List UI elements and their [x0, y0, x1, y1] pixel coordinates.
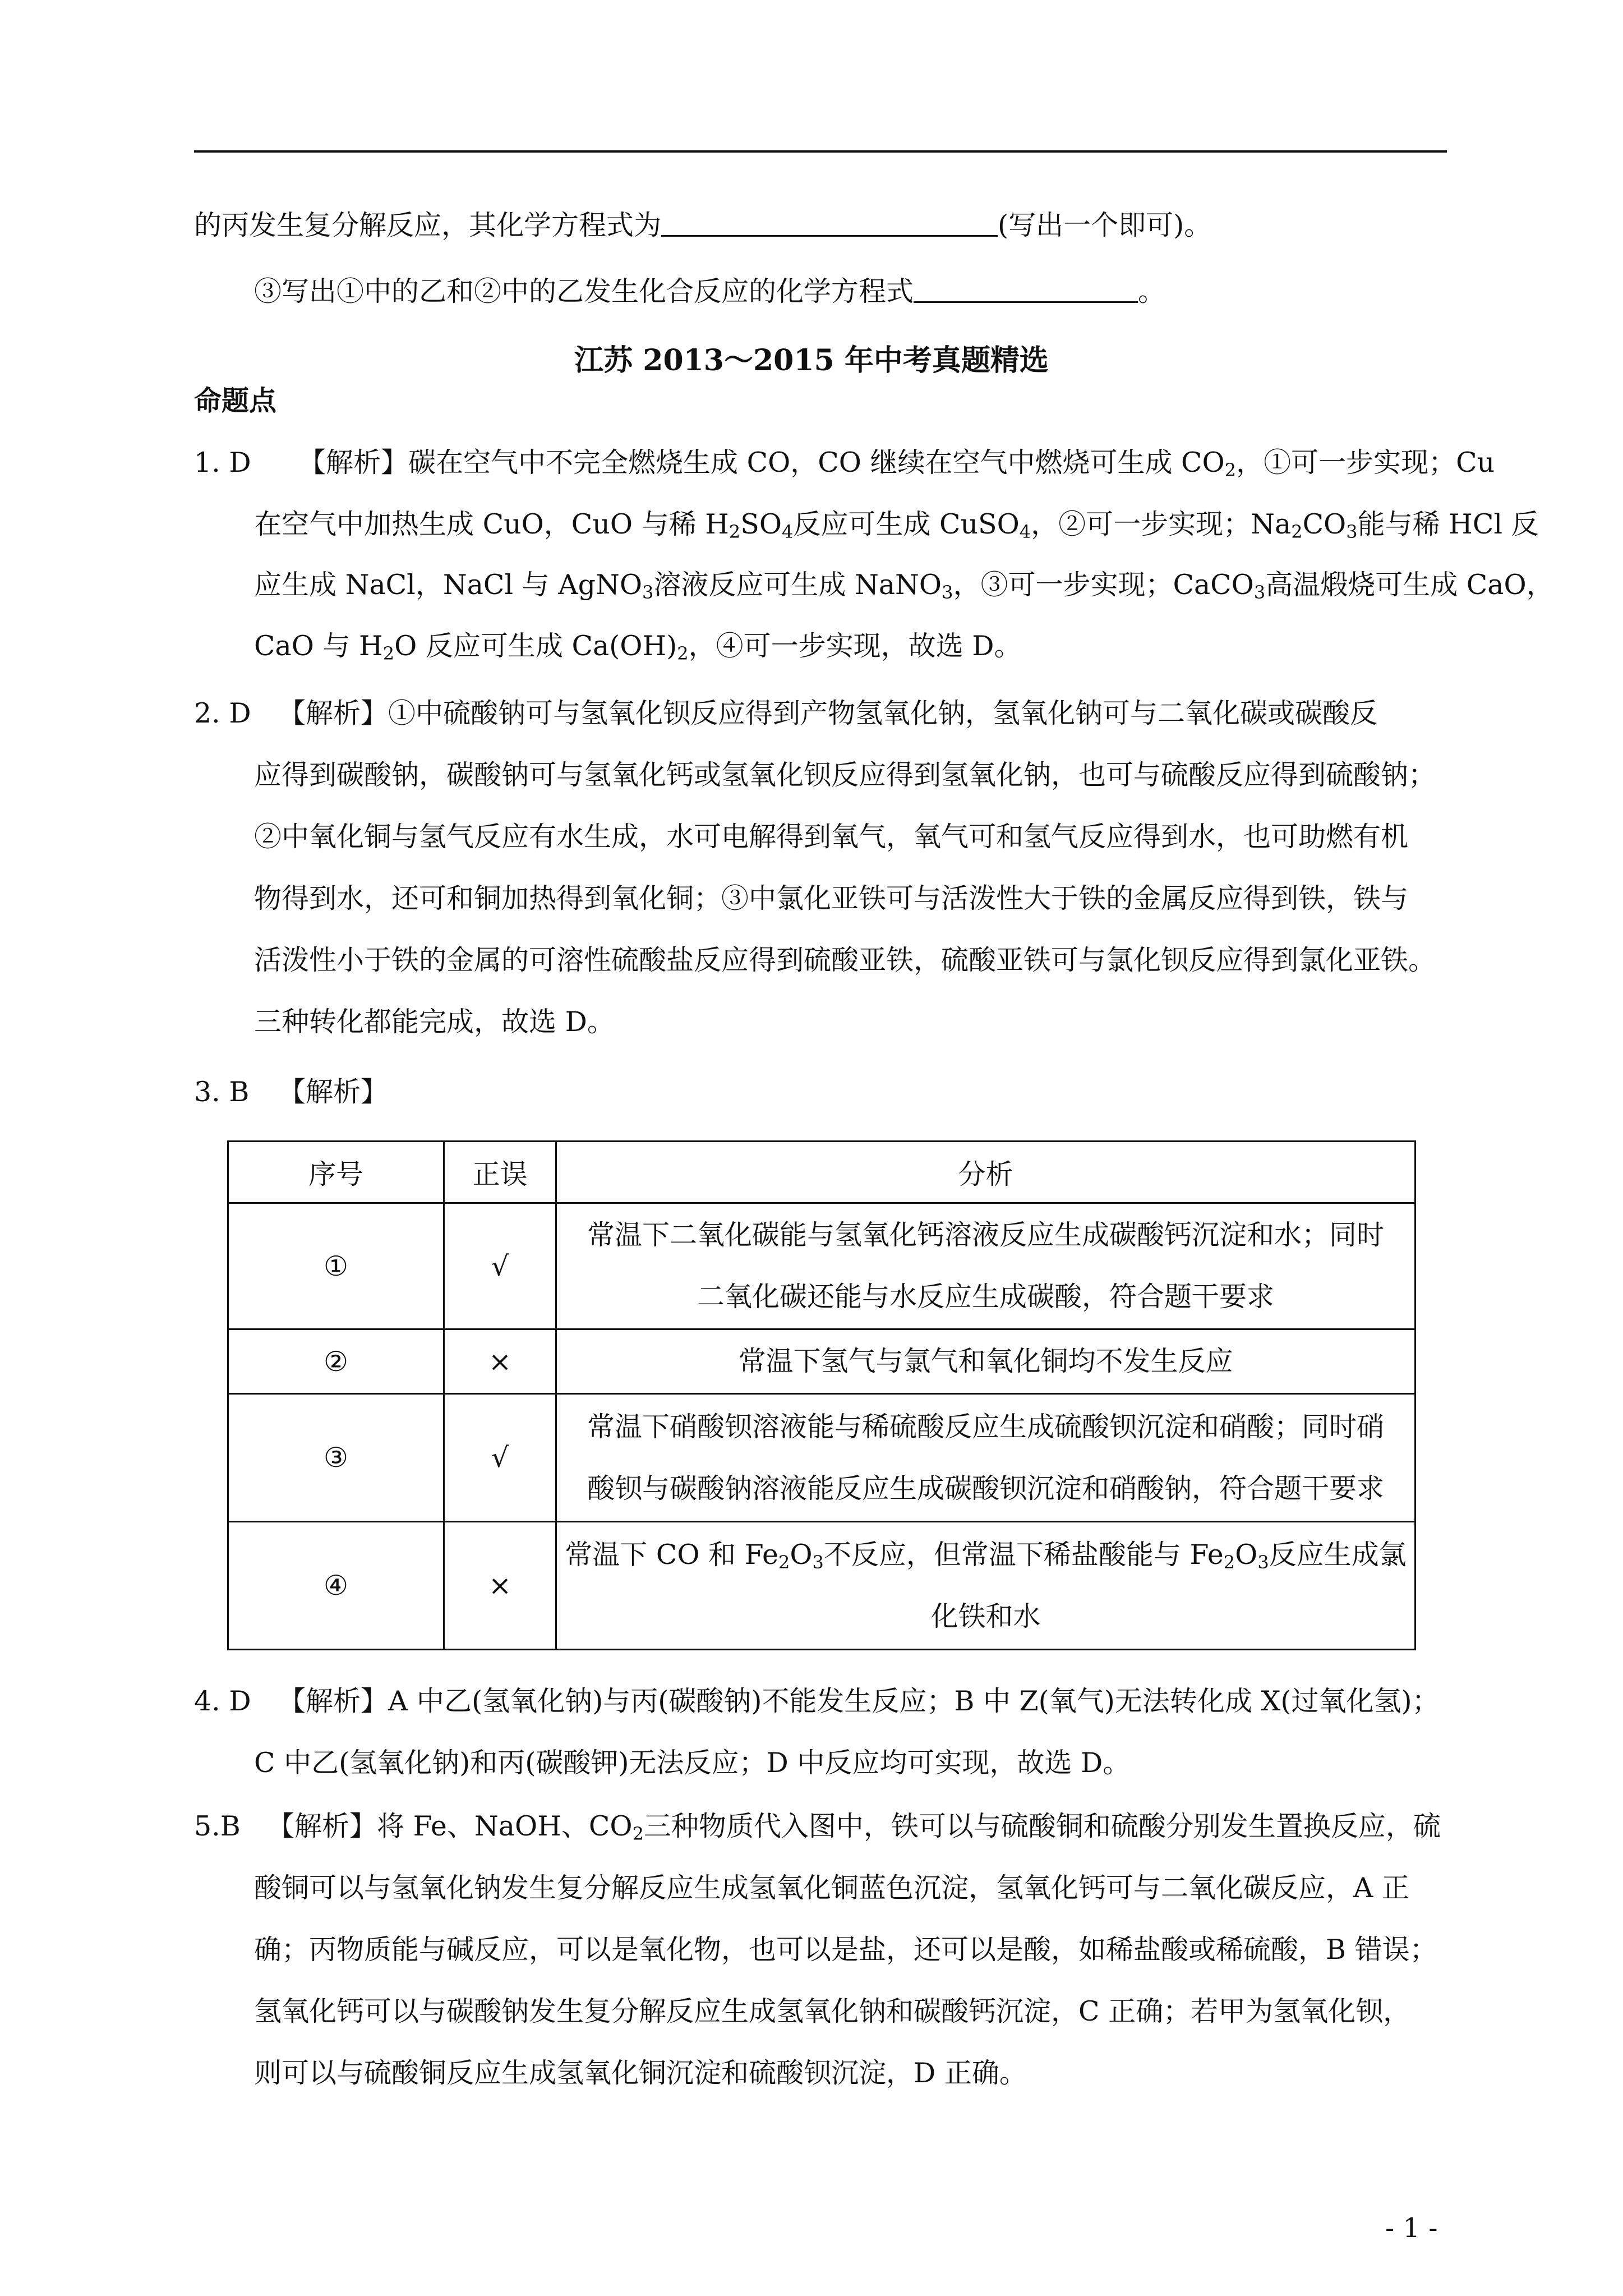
q1-text: O 反应可生成 Ca(OH) — [394, 630, 677, 662]
q2-line-3: ②中氧化铜与氢气反应有水生成，水可电解得到氧气，氧气可和氢气反应得到水，也可助燃有机 — [254, 821, 1409, 853]
subscript: 2 — [677, 643, 689, 664]
q1-text: 反应可生成 CuSO — [793, 508, 1020, 540]
q1-text: ，④可一步实现，故选 D。 — [688, 630, 1022, 662]
analysis-text: 常温下硝酸钡溶液能与稀硫酸反应生成硫酸钡沉淀和硝酸；同时硝 — [587, 1410, 1384, 1443]
intro-text: 。 — [1138, 275, 1166, 307]
q2-line-4: 物得到水，还可和铜加热得到氧化铜；③中氯化亚铁可与活泼性大于铁的金属反应得到铁，铁与 — [254, 882, 1409, 914]
q1-text: SO — [740, 508, 782, 540]
q4-line-2: C 中乙(氢氧化钠)和丙(碳酸钾)无法反应；D 中反应均可实现，故选 D。 — [254, 1747, 1131, 1779]
subscript: 2 — [632, 1823, 644, 1844]
q2-line-5: 活泼性小于铁的金属的可溶性硫酸盐反应得到硫酸亚铁，硫酸亚铁可与氯化钡反应得到氯化亚铁。 — [254, 944, 1436, 976]
subscript: 3 — [642, 582, 654, 603]
q4-line-1 — [194, 1685, 1440, 1718]
question-number: 2. D — [194, 697, 251, 729]
q3-label: 【解析】 — [278, 1076, 389, 1108]
intro-line-2 — [254, 275, 1165, 309]
row-number: ④ — [228, 1522, 444, 1650]
q1-text: 溶液反应可生成 NaNO — [653, 569, 942, 601]
q5-line-1 — [194, 1810, 1441, 1843]
subscript: 3 — [942, 582, 953, 603]
q1-text: 【解析】碳在空气中不完全燃烧生成 CO，CO 继续在空气中燃烧可生成 CO — [298, 447, 1225, 478]
row-mark: × — [444, 1522, 556, 1650]
analysis-text: 反应生成氯 — [1269, 1538, 1407, 1571]
q1-text: ，①可一步实现；Cu — [1236, 447, 1495, 478]
table-header: 分析 — [556, 1142, 1415, 1203]
q2-line-6: 三种转化都能完成，故选 D。 — [254, 1006, 615, 1038]
answer-blank — [914, 277, 1138, 303]
intro-line-1 — [194, 209, 1211, 242]
analysis-text: 常温下 CO 和 Fe — [565, 1538, 778, 1571]
subscript: 3 — [812, 1551, 824, 1573]
q5-line-2: 酸铜可以与氢氧化钠发生复分解反应生成氢氧化铜蓝色沉淀，氢氧化钙可与二氧化碳反应，A 正 — [254, 1872, 1409, 1904]
subscript: 3 — [1257, 1551, 1269, 1573]
q1-line-3 — [254, 568, 1554, 602]
question-number: 4. D — [194, 1685, 251, 1717]
q1-text: ，③可一步实现；CaCO — [953, 569, 1254, 601]
q1-text: CO — [1302, 508, 1347, 540]
row-analysis — [556, 1522, 1415, 1650]
q1-line-4 — [254, 629, 1022, 663]
table-row — [228, 1203, 1415, 1329]
row-mark: × — [444, 1329, 556, 1394]
question-number: 1. D — [194, 447, 251, 478]
page-number: - 1 - — [1385, 2212, 1438, 2244]
row-analysis — [556, 1203, 1415, 1329]
subsection-title: 命题点 — [194, 384, 277, 417]
subscript: 4 — [782, 521, 794, 542]
table-header: 序号 — [228, 1142, 444, 1203]
question-number: 3. B — [194, 1076, 250, 1108]
subscript: 2 — [1291, 521, 1303, 542]
table-row — [228, 1329, 1415, 1394]
intro-text: (写出一个即可)。 — [998, 209, 1212, 241]
row-mark: √ — [444, 1394, 556, 1522]
intro-text: 的丙发生复分解反应，其化学方程式为 — [194, 209, 662, 241]
q2-line-1 — [194, 697, 1377, 730]
q5-line-5: 则可以与硫酸铜反应生成氢氧化铜沉淀和硫酸钡沉淀，D 正确。 — [254, 2057, 1027, 2089]
intro-text: ③写出①中的乙和②中的乙发生化合反应的化学方程式 — [254, 275, 914, 307]
table-header-row — [228, 1142, 1415, 1203]
question-number: 5.B — [194, 1810, 241, 1842]
q1-text: 应生成 NaCl，NaCl 与 AgNO — [254, 569, 643, 601]
q5-line-4: 氢氧化钙可以与碳酸钠发生复分解反应生成氢氧化钠和碳酸钙沉淀，C 正确；若甲为氢氧化钡， — [254, 1995, 1411, 2027]
analysis-table — [227, 1140, 1416, 1650]
subscript: 4 — [1019, 521, 1031, 542]
row-number: ① — [228, 1203, 444, 1329]
analysis-text: O — [790, 1538, 813, 1571]
q2-line-2: 应得到碳酸钠，碳酸钠可与氢氧化钙或氢氧化钡反应得到氢氧化钠，也可与硫酸反应得到硫酸钠； — [254, 759, 1436, 791]
subscript: 2 — [1223, 1551, 1235, 1573]
q1-text: 在空气中加热生成 CuO，CuO 与稀 H — [254, 508, 729, 540]
row-number: ② — [228, 1329, 444, 1394]
subscript: 2 — [382, 643, 395, 664]
table-row — [228, 1522, 1415, 1650]
q1-text: CaO 与 H — [254, 630, 383, 662]
row-number: ③ — [228, 1394, 444, 1522]
q1-text: 能与稀 HCl 反 — [1357, 508, 1539, 540]
subscript: 2 — [778, 1551, 790, 1573]
subscript: 2 — [728, 521, 741, 542]
analysis-text: 化铁和水 — [930, 1600, 1041, 1632]
subscript: 3 — [1346, 521, 1358, 542]
row-analysis — [556, 1394, 1415, 1522]
analysis-text: 二氧化碳还能与水反应生成碳酸，符合题干要求 — [697, 1281, 1274, 1313]
section-title: 江苏 2013～2015 年中考真题精选 — [574, 343, 1049, 378]
header-rule — [194, 150, 1447, 153]
subscript: 2 — [1224, 459, 1237, 481]
analysis-text: 常温下氢气与氯气和氧化铜均不发生反应 — [738, 1345, 1233, 1377]
answer-blank — [661, 210, 998, 237]
q5-line-3: 确；丙物质能与碱反应，可以是氧化物，也可以是盐，还可以是酸，如稀盐酸或稀硫酸，B 错误； — [254, 1934, 1437, 1966]
table-row — [228, 1394, 1415, 1522]
q1-text: 高温煅烧可生成 CaO， — [1265, 569, 1554, 601]
q1-text: ，②可一步实现；Na — [1031, 508, 1292, 540]
q1-line-1 — [194, 446, 1495, 480]
q2-text: 【解析】①中硫酸钠可与氢氧化钡反应得到产物氢氧化钠，氢氧化钠可与二氧化碳或碳酸反 — [278, 697, 1378, 729]
analysis-text: 不反应，但常温下稀盐酸能与 Fe — [823, 1538, 1224, 1571]
row-analysis — [556, 1329, 1415, 1394]
analysis-text: 常温下二氧化碳能与氢氧化钙溶液反应生成碳酸钙沉淀和水；同时 — [587, 1219, 1384, 1251]
q5-text: 三种物质代入图中，铁可以与硫酸铜和硫酸分别发生置换反应，硫 — [643, 1810, 1441, 1842]
q4-text: 【解析】A 中乙(氢氧化钠)与丙(碳酸钠)不能发生反应；B 中 Z(氧气)无法转化成 X(过氧化氢)； — [278, 1685, 1440, 1717]
analysis-text: O — [1235, 1538, 1258, 1571]
q3-line-1 — [194, 1075, 388, 1109]
q5-text: 【解析】将 Fe、NaOH、CO — [267, 1810, 633, 1842]
q1-line-2 — [254, 508, 1539, 541]
row-mark: √ — [444, 1203, 556, 1329]
table-header: 正误 — [444, 1142, 556, 1203]
subscript: 3 — [1253, 582, 1266, 603]
analysis-text: 酸钡与碳酸钠溶液能反应生成碳酸钡沉淀和硝酸钠，符合题干要求 — [587, 1472, 1384, 1504]
